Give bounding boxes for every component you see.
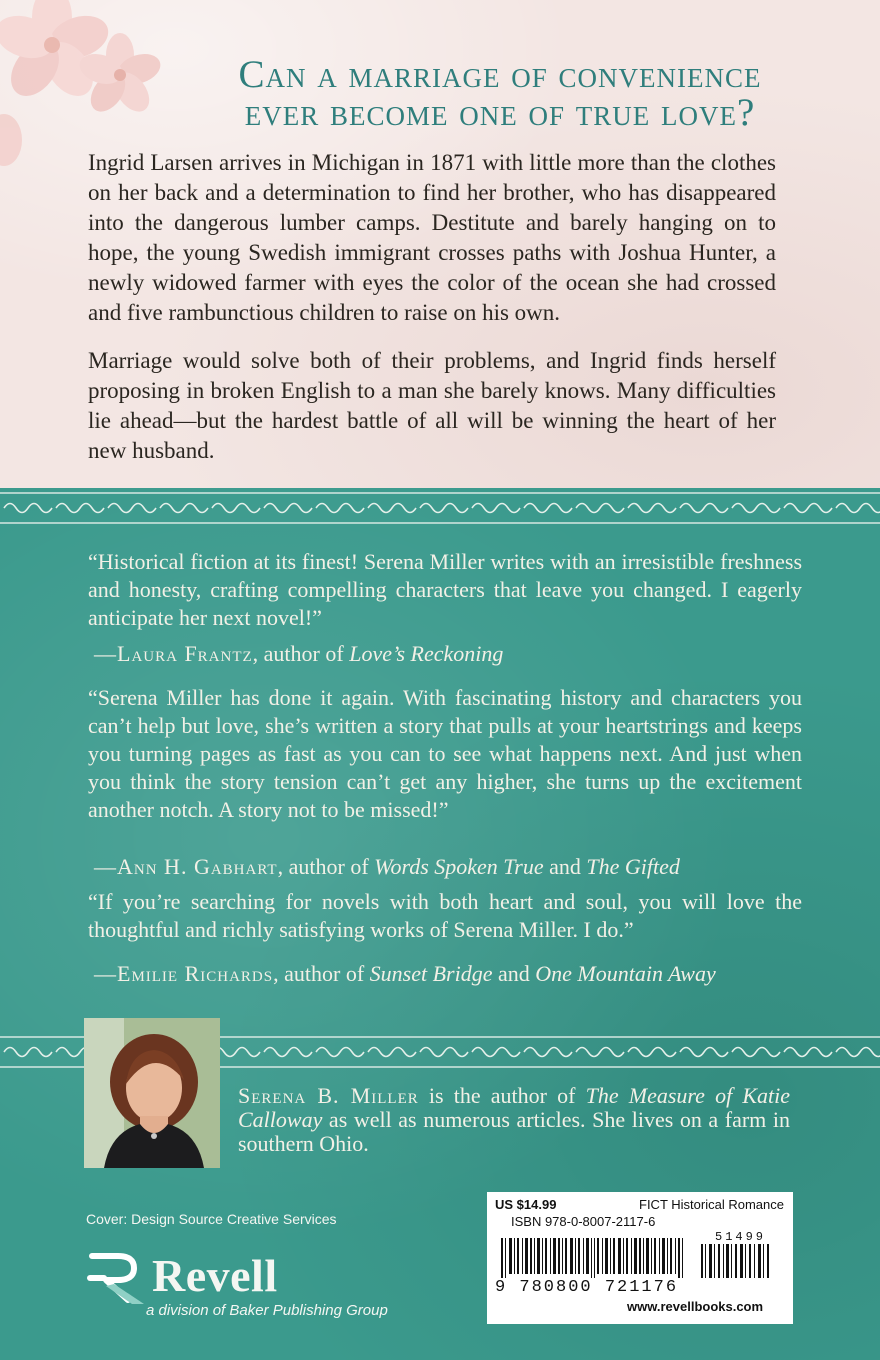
author-book-title: The Measure of Katie Calloway xyxy=(238,1083,790,1132)
cover-credit: Cover: Design Source Creative Services xyxy=(86,1211,337,1227)
endorser-book-title: Love’s Reckoning xyxy=(349,641,504,666)
endorsement-quote-1: “Historical fiction at its finest! Serena Miller writes with an irresistible freshness and honesty, crafting compelling characters that leave you changed. I eagerly anticipate her next novel!” xyxy=(88,549,802,630)
endorser-name: —Emilie Richards xyxy=(94,961,274,986)
author-of-text: , author of xyxy=(273,961,370,986)
author-bio-text: is the author of xyxy=(418,1083,586,1108)
publisher-name: Revell xyxy=(152,1250,278,1301)
synopsis-panel xyxy=(0,0,880,488)
endorser-name: —Ann H. Gabhart xyxy=(94,854,278,879)
author-bio xyxy=(238,1084,790,1156)
conjunction-text: and xyxy=(492,961,536,986)
synopsis-paragraph-2: Marriage would solve both of their problems, and Ingrid finds herself proposing in broken English to a man she barely knows. Many difficulties lie ahead—but the hardest battle of all will be winning the heart of her new husband. xyxy=(88,348,776,463)
barcode-digits: 9 780800 721176 xyxy=(495,1278,679,1297)
synopsis-paragraph-1: Ingrid Larsen arrives in Michigan in 1871 with little more than the clothes on her back and a determination to find her brother, who has disappeared into the dangerous lumber camps. Destitute and barely hanging on to hope, the young Swedish immigrant crosses paths with Joshua Hunter, a newly widowed farmer with eyes the color of the ocean she had crossed and five rambunctious children to raise on his own. xyxy=(88,150,776,325)
endorsement-attribution-1 xyxy=(94,640,854,668)
publisher-url[interactable]: www.revellbooks.com xyxy=(627,1299,764,1314)
isbn: ISBN 978-0-8007-2117-6 xyxy=(511,1214,656,1229)
author-of-text: , author of xyxy=(252,641,350,666)
endorser-book-title: Words Spoken True xyxy=(374,854,544,879)
endorsement-quote-3: “If you’re searching for novels with both heart and soul, you will love the thoughtful and richly satisfying works of Serena Miller. I do.” xyxy=(88,889,802,942)
publisher-division: a division of Baker Publishing Group xyxy=(146,1302,388,1319)
barcode-addon: 51499 xyxy=(715,1230,767,1244)
author-portrait-icon xyxy=(84,1018,220,1168)
endorsement-quote-2: “Serena Miller has done it again. With fascinating history and characters you can’t help but love, she’s written a story that pulls at your heartstrings and keeps you turning pages as fast as you can to see what happens next. And just when you think the story tension can’t get any higher, she turns up the excitement another notch. A story not to be missed!” xyxy=(88,685,802,822)
barcode-label xyxy=(487,1192,793,1324)
author-of-text: , author of xyxy=(277,854,375,879)
endorsement-attribution-3 xyxy=(94,960,854,988)
endorser-book-title: The Gifted xyxy=(586,854,680,879)
category: FICT Historical Romance xyxy=(639,1197,784,1212)
ornamental-border-top xyxy=(0,488,880,528)
headline xyxy=(150,53,850,134)
author-bio-text: as well as numerous articles. She lives on a farm in southern Ohio. xyxy=(238,1107,790,1156)
headline-line-2: ever become one of true love? xyxy=(244,91,756,134)
headline-line-1: Can a marriage of convenience xyxy=(238,53,762,96)
conjunction-text: and xyxy=(543,854,587,879)
author-photo xyxy=(84,1018,220,1168)
endorser-book-title: Sunset Bridge xyxy=(369,961,493,986)
endorser-book-title: One Mountain Away xyxy=(535,961,716,986)
price: US $14.99 xyxy=(495,1197,557,1212)
endorser-name: —Laura Frantz xyxy=(94,641,253,666)
endorsement-attribution-2 xyxy=(94,853,854,881)
author-name: Serena B. Miller xyxy=(238,1083,419,1108)
